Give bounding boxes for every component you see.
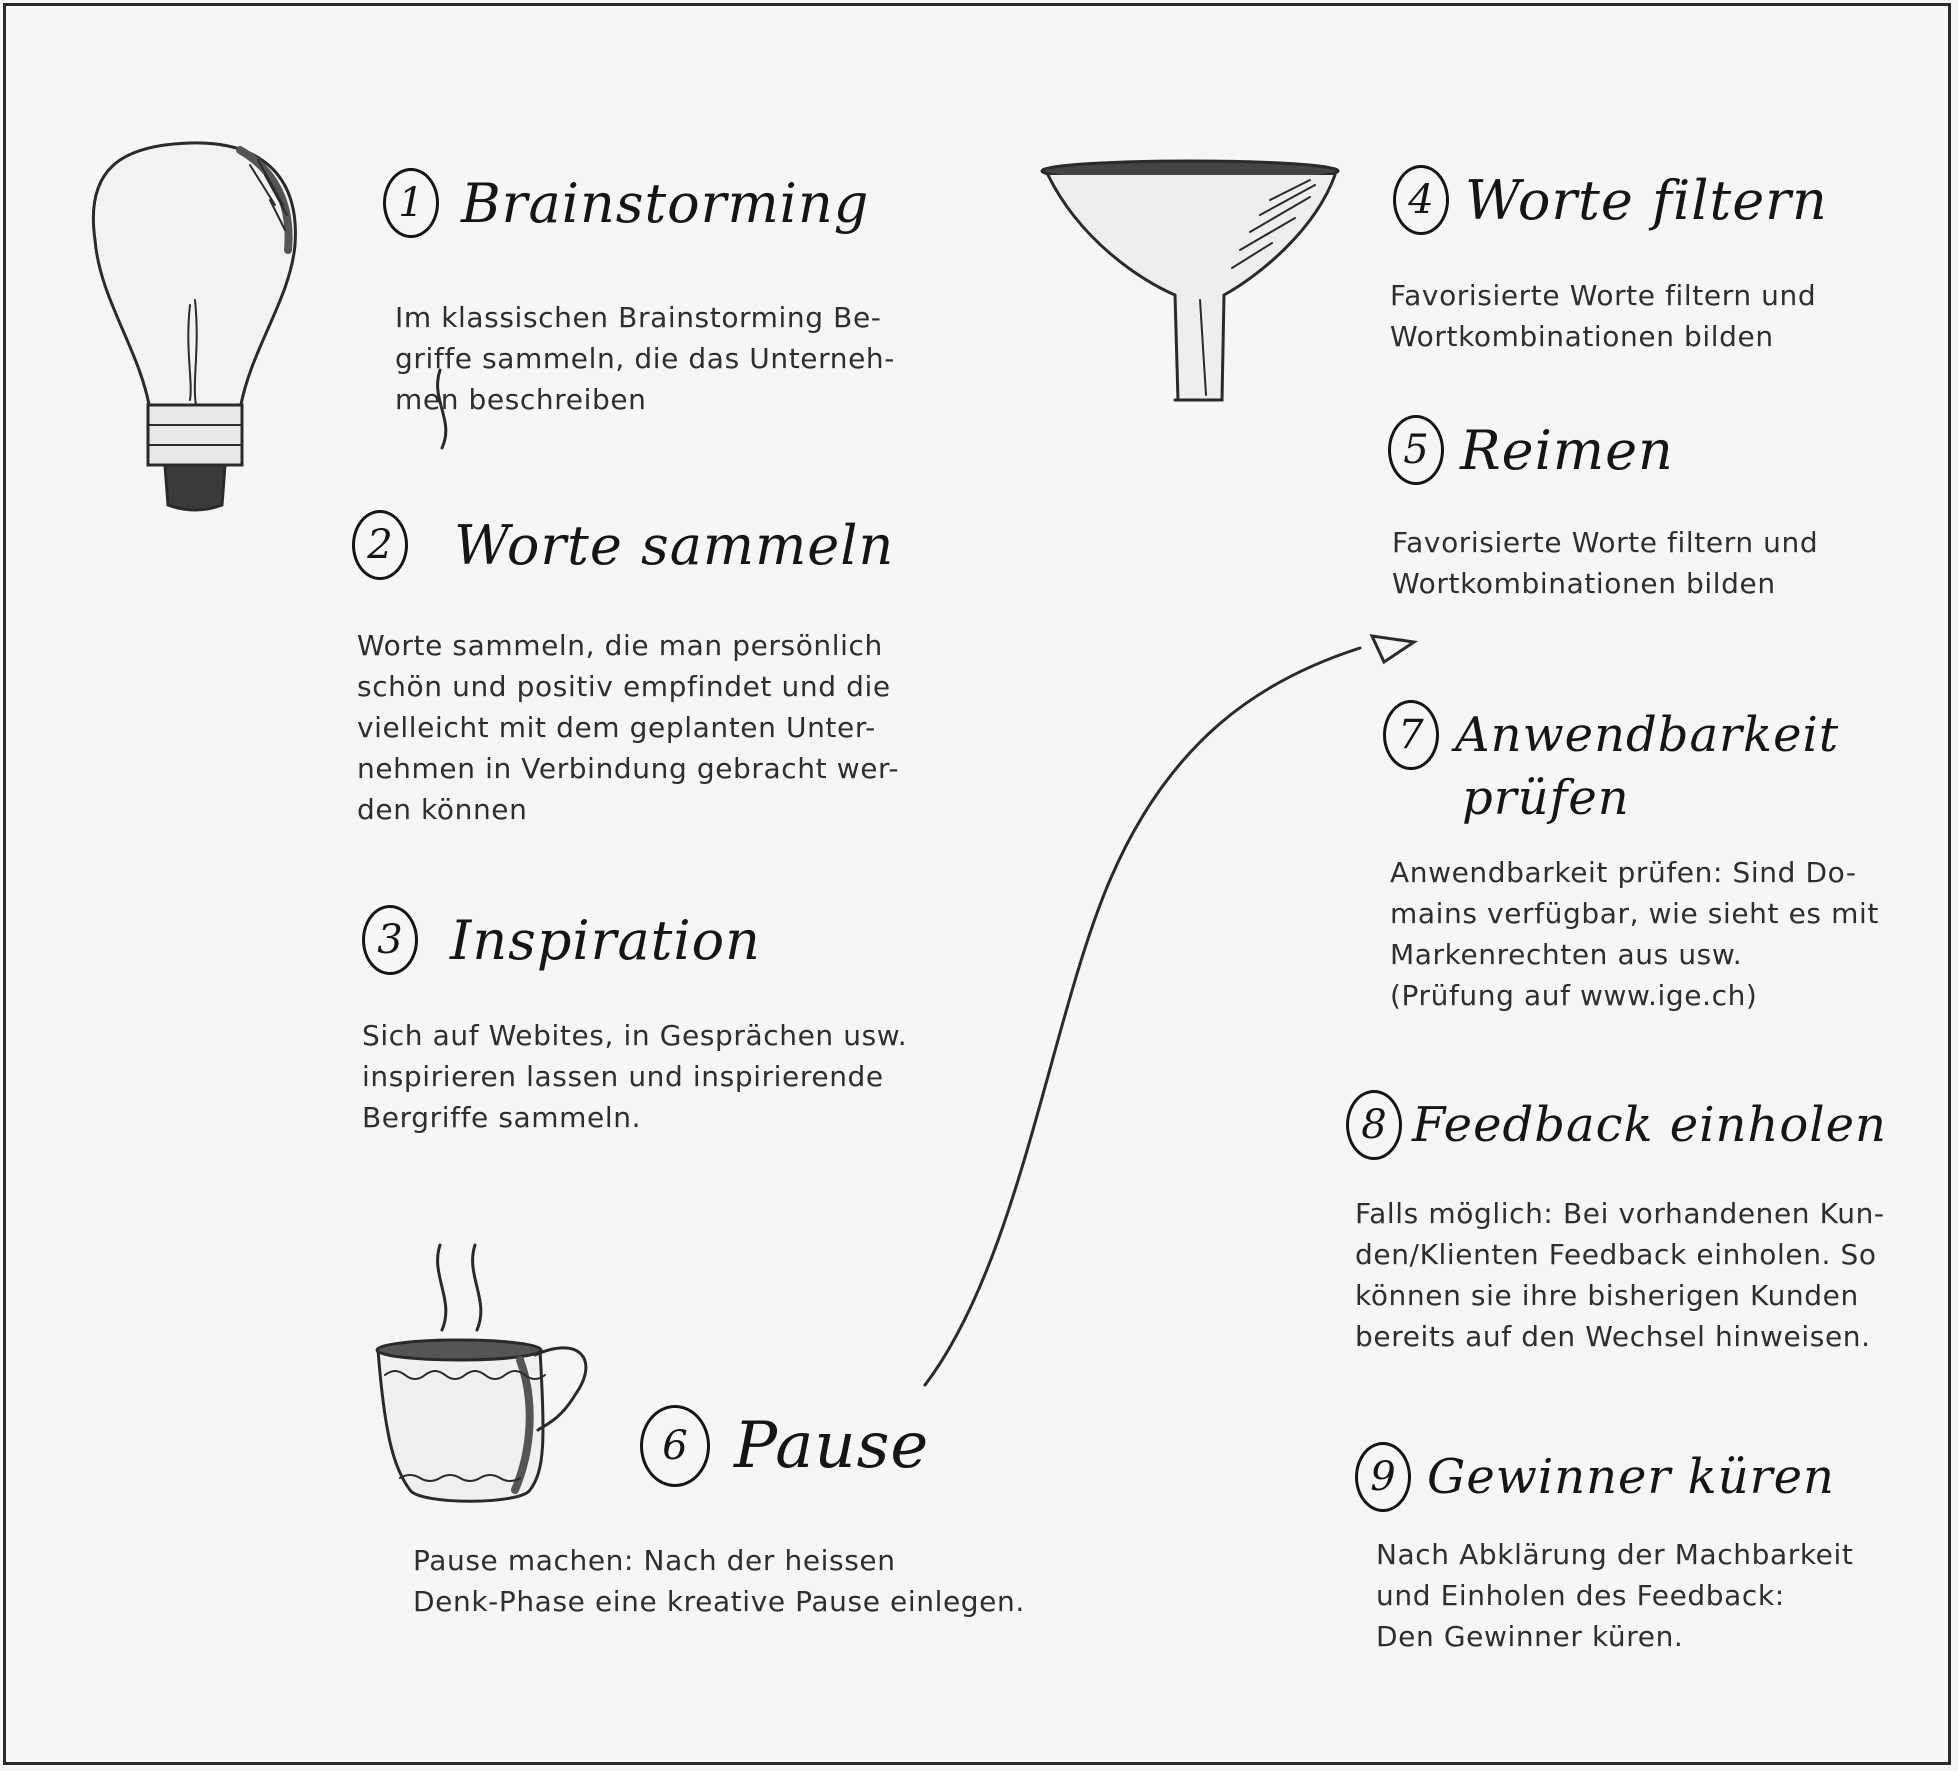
step-6-heading — [640, 1405, 929, 1487]
description-line: nehmen in Verbindung gebracht wer- — [357, 752, 900, 785]
description-line: mains verfügbar, wie sieht es mit — [1390, 897, 1879, 930]
description-line: Bergriffe sammeln. — [362, 1101, 642, 1134]
description-line: und Einholen des Feedback: — [1376, 1579, 1785, 1612]
description-line: den können — [357, 793, 528, 826]
light-bulb-icon — [93, 143, 295, 510]
description-line: Markenrechten aus usw. — [1390, 938, 1743, 971]
description-line: Den Gewinner küren. — [1376, 1620, 1684, 1653]
step-title: Reimen — [1460, 418, 1674, 482]
step-5-description — [1392, 522, 1818, 604]
description-line: Denk-Phase eine kreative Pause einlegen. — [413, 1585, 1025, 1618]
step-title: Worte sammeln — [454, 513, 895, 577]
description-line: Im klassischen Brainstorming Be- — [395, 301, 882, 334]
description-line: schön und positiv empfindet und die — [357, 670, 891, 703]
step-9-description — [1376, 1534, 1853, 1657]
description-line: bereits auf den Wechsel hinweisen. — [1355, 1320, 1871, 1353]
step-7-description — [1390, 852, 1879, 1016]
step-number: 8 — [1346, 1090, 1402, 1160]
description-line: können sie ihre bisherigen Kunden — [1355, 1279, 1859, 1312]
description-line: Favorisierte Worte filtern und — [1392, 526, 1819, 559]
description-line: vielleicht mit dem geplanten Unter- — [357, 711, 876, 744]
description-line: Anwendbarkeit prüfen: Sind Do- — [1390, 856, 1857, 889]
step-2-description — [357, 625, 899, 830]
step-8-description — [1355, 1193, 1885, 1357]
step-title: Gewinner küren — [1427, 1449, 1835, 1505]
step-2-heading — [352, 510, 894, 580]
description-line: men beschreiben — [395, 383, 647, 416]
step-7-heading — [1383, 700, 1839, 770]
description-line: Falls möglich: Bei vorhandenen Kun- — [1355, 1197, 1885, 1230]
step-7-heading-line-2 — [1462, 770, 1630, 826]
step-8-heading — [1346, 1090, 1887, 1160]
step-5-heading — [1388, 415, 1674, 485]
step-3-heading — [362, 905, 761, 975]
description-line: inspirieren lassen und inspirierende — [362, 1060, 884, 1093]
step-4-description — [1390, 275, 1816, 357]
description-line: Nach Abklärung der Machbarkeit — [1376, 1538, 1854, 1571]
description-line: (Prüfung auf www.ige.ch) — [1390, 979, 1758, 1012]
step-1-description — [395, 297, 895, 420]
step-number: 5 — [1388, 415, 1444, 485]
description-line: Wortkombinationen bilden — [1392, 567, 1776, 600]
step-title: Anwendbarkeit — [1455, 707, 1840, 763]
step-title: Feedback einholen — [1412, 1097, 1887, 1153]
funnel-icon — [1042, 161, 1338, 400]
step-3-description — [362, 1015, 907, 1138]
step-number: 7 — [1383, 700, 1439, 770]
step-number: 4 — [1393, 165, 1449, 235]
step-number: 1 — [383, 168, 439, 238]
step-title: Inspiration — [450, 908, 761, 972]
step-9-heading — [1355, 1442, 1835, 1512]
description-line: Pause machen: Nach der heissen — [413, 1544, 896, 1577]
description-line: Favorisierte Worte filtern und — [1390, 279, 1817, 312]
description-line: Wortkombinationen bilden — [1390, 320, 1774, 353]
step-title: Worte filtern — [1465, 168, 1828, 232]
step-number: 9 — [1355, 1442, 1411, 1512]
step-4-heading — [1393, 165, 1828, 235]
step-title-continued: prüfen — [1462, 770, 1630, 826]
description-line: den/Klienten Feedback einholen. So — [1355, 1238, 1877, 1271]
description-line: griffe sammeln, die das Unterneh- — [395, 342, 895, 375]
arrow — [925, 636, 1414, 1385]
step-title: Brainstorming — [461, 171, 870, 235]
step-6-description — [413, 1540, 1025, 1622]
step-number: 3 — [362, 905, 418, 975]
description-line: Sich auf Webites, in Gesprächen usw. — [362, 1019, 908, 1052]
step-1-heading — [383, 168, 869, 238]
description-line: Worte sammeln, die man persönlich — [357, 629, 883, 662]
step-title: Pause — [734, 1409, 930, 1483]
step-number: 6 — [640, 1405, 710, 1487]
step-number: 2 — [352, 510, 408, 580]
